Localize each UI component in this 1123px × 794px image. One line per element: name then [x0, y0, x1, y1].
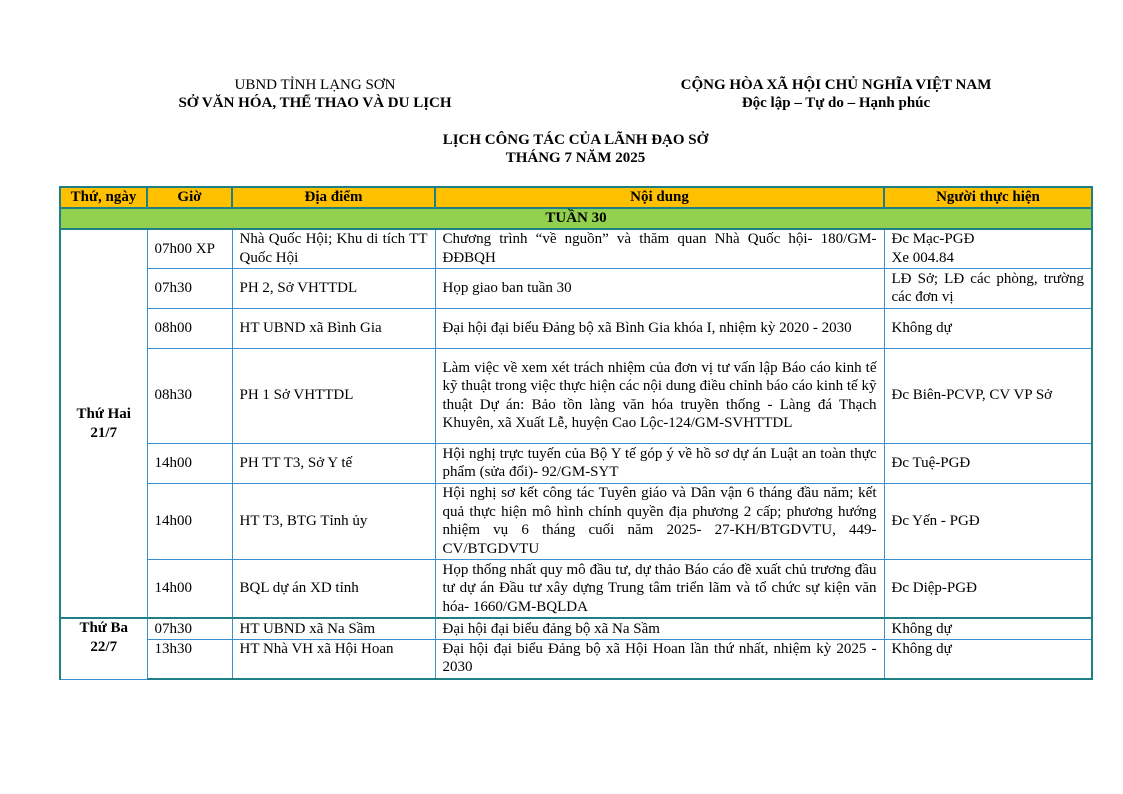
location-cell: HT UBND xã Bình Gia: [232, 308, 435, 348]
content-cell: Đại hội đại biểu Đảng bộ xã Hội Hoan lần thứ nhất, nhiệm kỳ 2025 - 2030: [435, 639, 884, 679]
location-cell: HT T3, BTG Tỉnh ủy: [232, 483, 435, 559]
agency-name: SỞ VĂN HÓA, THỂ THAO VÀ DU LỊCH: [178, 95, 452, 111]
table-row: [60, 308, 1092, 348]
agency-parent: UBND TỈNH LẠNG SƠN: [234, 77, 396, 93]
national-motto: Độc lập – Tự do – Hạnh phúc: [741, 95, 931, 111]
table-row: [60, 559, 1092, 618]
time-cell: 14h00: [147, 443, 232, 483]
day-name: Thứ Hai: [76, 406, 131, 422]
content-cell: Họp thống nhất quy mô đầu tư, dự thảo Báo cáo đề xuất chủ trương đầu tư dự án Đầu tư xây dựng Trung tâm triển lãm và tổ chức sự kiện văn hóa- 1660/GM-BQLDA: [435, 559, 884, 618]
content-cell: Đại hội đại biểu Đảng bộ xã Bình Gia khóa I, nhiệm kỳ 2020 - 2030: [435, 308, 884, 348]
location-cell: PH 1 Sở VHTTDL: [232, 348, 435, 443]
national-title: CỘNG HÒA XÃ HỘI CHỦ NGHĨA VIỆT NAM: [680, 77, 992, 93]
person-cell: Đc Yến - PGĐ: [884, 483, 1092, 559]
person-note: Xe 004.84: [891, 249, 954, 266]
table-row: [60, 639, 1092, 679]
week-label: TUẦN 30: [60, 208, 1092, 229]
day-cell-tuesday: [60, 618, 147, 679]
content-cell: Họp giao ban tuần 30: [435, 268, 884, 308]
time-cell: 07h30: [147, 618, 232, 639]
time-cell: 14h00: [147, 483, 232, 559]
time-cell: 08h00: [147, 308, 232, 348]
content-cell: Chương trình “về nguồn” và thăm quan Nhà Quốc hội- 180/GM-ĐĐBQH: [435, 229, 884, 268]
table-row: [60, 483, 1092, 559]
table-row: [60, 443, 1092, 483]
content-cell: Hội nghị sơ kết công tác Tuyên giáo và Dân vận 6 tháng đầu năm; kết quả thực hiện mô hình chính quyền địa phương 2 cấp; phương hướng nhiệm vụ 6 tháng cuối năm 2025- 27-KH/BTGDVTU, 449-CV/BTGDVTU: [435, 483, 884, 559]
person-cell: Đc Tuệ-PGĐ: [884, 443, 1092, 483]
document-title: [0, 131, 1123, 167]
day-cell-monday: [60, 229, 147, 618]
schedule-table: [59, 186, 1093, 680]
content-cell: Làm việc về xem xét trách nhiệm của đơn vị tư vấn lập Báo cáo kinh tế kỹ thuật trong việc thực hiện các nội dung điều chỉnh báo cáo kinh tế kỹ thuật Dự án: Bảo tồn làng văn hóa truyền thống - Làng đá Thạch Khuyên, xã Xuất Lễ, huyện Cao Lộc-124/GM-SVHTTDL: [435, 348, 884, 443]
table-row: [60, 348, 1092, 443]
person-cell: Không dự: [884, 639, 1092, 679]
column-header-day: Thứ, ngày: [60, 187, 147, 208]
national-header: [630, 76, 1042, 112]
table-row: [60, 229, 1092, 268]
day-date: 22/7: [90, 638, 118, 655]
location-cell: PH TT T3, Sở Y tế: [232, 443, 435, 483]
person-cell: Đc Biên-PCVP, CV VP Sở: [884, 348, 1092, 443]
column-header-time: Giờ: [147, 187, 232, 208]
column-header-content: Nội dung: [435, 187, 884, 208]
person-name: Đc Mạc-PGĐ: [891, 231, 975, 248]
title-line-2: THÁNG 7 NĂM 2025: [505, 150, 646, 166]
time-cell: 07h00 XP: [147, 229, 232, 268]
table-row: [60, 618, 1092, 639]
table-header-row: [60, 187, 1092, 208]
agency-header: [150, 76, 480, 112]
content-cell: Đại hội đại biểu đảng bộ xã Na Sầm: [435, 618, 884, 639]
location-cell: HT Nhà VH xã Hội Hoan: [232, 639, 435, 679]
time-cell: 07h30: [147, 268, 232, 308]
person-cell: [884, 229, 1092, 268]
table-row: [60, 268, 1092, 308]
location-cell: HT UBND xã Na Sầm: [232, 618, 435, 639]
title-line-1: LỊCH CÔNG TÁC CỦA LÃNH ĐẠO SỞ: [442, 132, 709, 148]
person-cell: LĐ Sở; LĐ các phòng, trường các đơn vị: [884, 268, 1092, 308]
week-row: [60, 208, 1092, 229]
person-cell: Không dự: [884, 618, 1092, 639]
column-header-location: Địa điểm: [232, 187, 435, 208]
time-cell: 13h30: [147, 639, 232, 679]
location-cell: Nhà Quốc Hội; Khu di tích TT Quốc Hội: [232, 229, 435, 268]
column-header-person: Người thực hiện: [884, 187, 1092, 208]
person-cell: Không dự: [884, 308, 1092, 348]
day-date: 21/7: [90, 424, 118, 441]
time-cell: 14h00: [147, 559, 232, 618]
location-cell: PH 2, Sở VHTTDL: [232, 268, 435, 308]
person-cell: Đc Diệp-PGĐ: [884, 559, 1092, 618]
time-cell: 08h30: [147, 348, 232, 443]
day-name: Thứ Ba: [79, 620, 129, 636]
content-cell: Hội nghị trực tuyến của Bộ Y tế góp ý về hồ sơ dự án Luật an toàn thực phẩm (sửa đổi)- 92/GM-SYT: [435, 443, 884, 483]
location-cell: BQL dự án XD tỉnh: [232, 559, 435, 618]
